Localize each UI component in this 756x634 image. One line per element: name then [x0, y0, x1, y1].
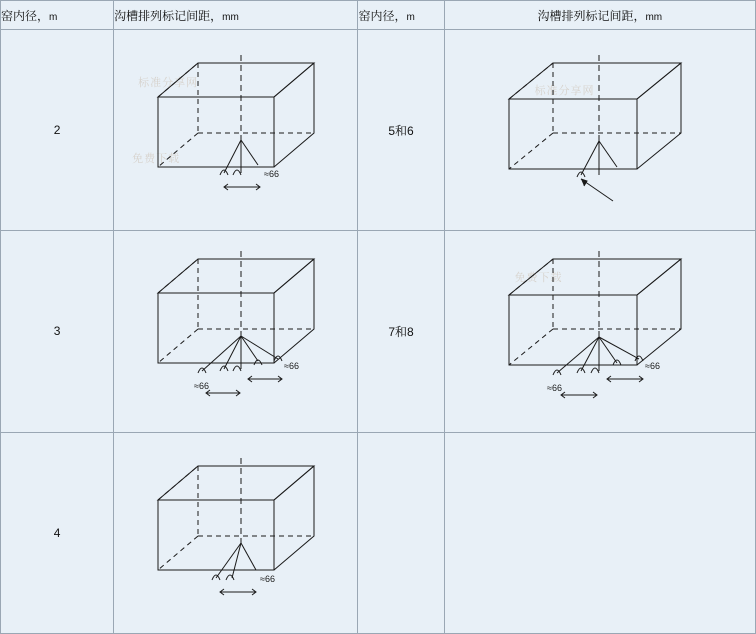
cell-figure-right-3-empty	[444, 432, 755, 633]
cell-diameter-right-2: 7和8	[358, 231, 444, 432]
kiln-block-diagram-arrow	[485, 45, 715, 215]
cell-figure-right-2	[444, 231, 755, 432]
header-groove-spacing-right-text: 沟槽排列标记间距，	[537, 8, 646, 23]
cell-diameter-right-1: 5和6	[358, 30, 444, 231]
table-row	[1, 432, 756, 633]
cell-diameter-left-1: 2	[1, 30, 114, 231]
header-kiln-diameter-right-unit: m	[406, 11, 415, 23]
groove-label-1: ≈66	[263, 169, 279, 180]
watermark-text-1-right: 标准分享网	[534, 85, 595, 97]
cell-diameter-left-2: 3	[1, 231, 114, 432]
cell-figure-right-1	[444, 30, 755, 231]
groove-label-right-2a: ≈66	[546, 383, 562, 394]
kiln-block-diagram-3-grooves	[136, 241, 336, 421]
table-header	[1, 1, 756, 30]
table-row	[1, 231, 756, 432]
watermark-text-2-right: 免费下载	[514, 272, 563, 285]
cell-figure-left-2	[114, 231, 358, 432]
figure-wrapper-left-1	[114, 30, 357, 230]
groove-label-left-3: ≈66	[259, 573, 275, 584]
header-groove-spacing-left-unit: mm	[222, 11, 239, 23]
header-kiln-diameter-right	[358, 1, 444, 30]
kiln-block-diagram-1-groove	[136, 45, 336, 215]
header-groove-spacing-right-unit: mm	[645, 11, 663, 23]
groove-label-right-2b: ≈66	[644, 361, 660, 372]
kiln-block-diagram-2-grooves	[136, 448, 336, 618]
cell-figure-left-3	[114, 432, 358, 633]
figure-wrapper-left-2	[114, 231, 357, 431]
figure-wrapper-left-3	[114, 433, 357, 633]
header-kiln-diameter-left-text: 窑内径，	[1, 8, 50, 23]
cell-figure-left-1	[114, 30, 358, 231]
cell-diameter-left-3: 4	[1, 432, 114, 633]
header-kiln-diameter-left	[1, 1, 114, 30]
header-groove-spacing-left-text: 沟槽排列标记间距，	[114, 8, 223, 23]
kiln-block-diagram-3-grooves-right	[485, 241, 715, 421]
header-kiln-diameter-right-text: 窑内径，	[358, 8, 407, 23]
header-groove-spacing-right	[444, 1, 755, 30]
table-body	[1, 30, 756, 634]
figure-wrapper-right-2	[445, 231, 755, 431]
watermark-text-2: 免费下载	[132, 153, 181, 165]
groove-label-left-2b: ≈66	[283, 361, 299, 372]
watermark-text-1: 标准分享网	[138, 77, 199, 89]
header-kiln-diameter-left-unit: m	[49, 11, 58, 23]
table-header-row	[1, 1, 756, 30]
cell-diameter-right-3	[358, 432, 444, 633]
header-groove-spacing-left	[114, 1, 358, 30]
table-row	[1, 30, 756, 231]
figure-wrapper-right-1	[445, 30, 755, 230]
groove-label-left-2a: ≈66	[193, 381, 209, 392]
